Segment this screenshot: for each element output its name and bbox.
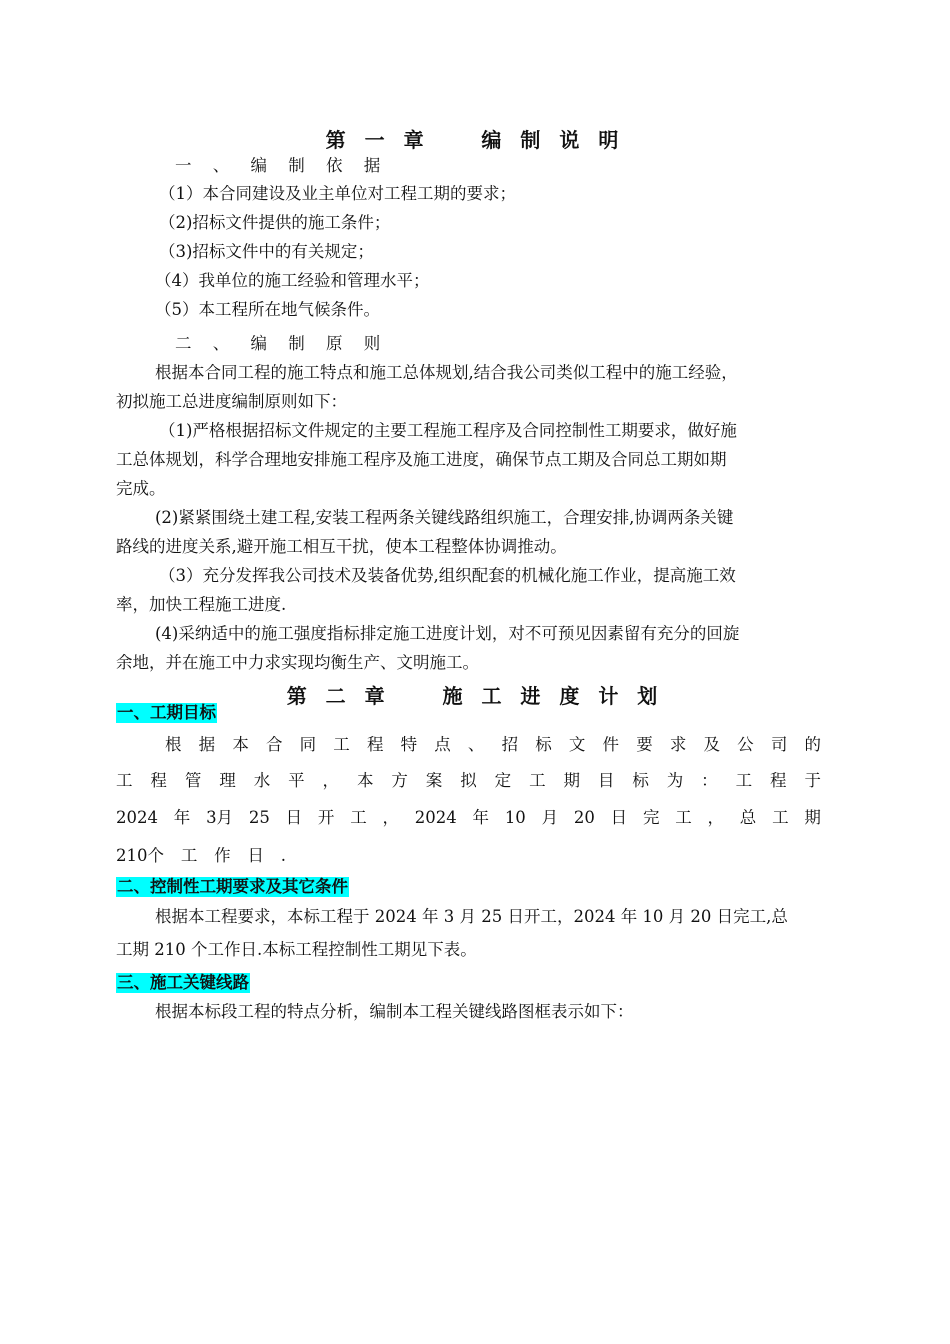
goal-char: 10 — [504, 808, 526, 827]
goal-char: 工 — [735, 771, 753, 790]
goal-char: 程 — [150, 771, 167, 790]
basis-item-5: （5）本工程所在地气候条件。 — [155, 300, 380, 319]
goal-char: 工 — [333, 735, 350, 754]
principle-1-line-2: 工总体规划，科学合理地安排施工程序及施工进度，确保节点工期及合同总工期如期 — [116, 450, 727, 469]
basis-item-2: （2)招标文件提供的施工条件； — [159, 213, 391, 232]
goal-char: 工 — [116, 771, 133, 790]
goal-char: 工 — [529, 771, 546, 790]
principle-3-line-2: 率，加快工程施工进度. — [116, 595, 287, 614]
goal-char: 方 — [391, 771, 408, 790]
goal-char: 程 — [770, 771, 787, 790]
goal-char: ， — [322, 771, 340, 790]
goal-char: 年 — [173, 808, 191, 827]
goal-char: 3月 — [206, 808, 234, 827]
goal-char: 公 — [737, 735, 754, 754]
goal-char: 于 — [804, 771, 821, 790]
goal-char: . — [280, 846, 286, 865]
principle-3-line-1: （3）充分发挥我公司技术及装备优势,组织配套的机械化施工作业，提高施工效 — [159, 566, 736, 585]
goal-char: 20 — [573, 808, 595, 827]
goal-line-3 — [116, 808, 821, 828]
goal-char: 2024 — [414, 808, 457, 827]
goal-char: ， — [382, 808, 399, 827]
goal-char: 案 — [425, 771, 443, 790]
goal-char: 作 — [214, 846, 231, 865]
goal-char: 定 — [494, 771, 512, 790]
chapter-2-title: 第 二 章 施 工 进 度 计 划 — [286, 684, 664, 708]
intro-line-1: 根据本合同工程的施工特点和施工总体规划,结合我公司类似工程中的施工经验， — [155, 363, 738, 382]
goal-char: 招 — [501, 735, 519, 754]
goal-char: 管 — [184, 771, 202, 790]
goal-char: 工 — [350, 808, 367, 827]
goal-char: 司 — [770, 735, 788, 754]
goal-char: 件 — [602, 735, 620, 754]
goal-char: 本 — [356, 771, 374, 790]
goal-char: 标 — [632, 771, 649, 790]
goal-char: 拟 — [460, 771, 477, 790]
goal-char: 平 — [288, 771, 305, 790]
goal-char: 210个 — [116, 846, 164, 865]
principle-2-line-1: (2)紧紧围绕土建工程,安装工程两条关键线路组织施工，合理安排,协调两条关键 — [155, 508, 734, 527]
goal-char: 水 — [253, 771, 271, 790]
intro-line-2: 初拟施工总进度编制原则如下： — [116, 392, 347, 411]
principle-4-line-2: 余地，并在施工中力求实现均衡生产、文明施工。 — [116, 653, 479, 672]
goal-char: 工 — [772, 808, 789, 827]
control-line-1: 根据本工程要求，本标工程于 2024 年 3 月 25 日开工，2024 年 10 月 20 日完工,总 — [155, 907, 788, 926]
goal-line-1 — [165, 735, 821, 755]
basis-item-4: （4）我单位的施工经验和管理水平； — [155, 271, 430, 290]
goal-char: 根 — [165, 735, 182, 754]
goal-char: 总 — [739, 808, 757, 827]
goal-char: 目 — [597, 771, 615, 790]
heading-control-requirements: 二、控制性工期要求及其它条件 — [117, 877, 348, 896]
goal-char: 文 — [568, 735, 586, 754]
section-basis-heading: 一 、 编 制 依 据 — [175, 156, 389, 175]
goal-char: 要 — [636, 735, 653, 754]
goal-char: 特 — [400, 735, 418, 754]
goal-char: 本 — [232, 735, 249, 754]
goal-char: 工 — [675, 808, 692, 827]
control-line-2: 工期 210 个工作日.本标工程控制性工期见下表。 — [116, 940, 477, 959]
goal-char: 据 — [198, 735, 216, 754]
goal-char: 25 — [248, 808, 270, 827]
goal-char: 年 — [472, 808, 490, 827]
principle-1-line-3: 完成。 — [116, 479, 166, 498]
principle-2-line-2: 路线的进度关系,避开施工相互干扰，使本工程整体协调推动。 — [116, 537, 567, 556]
goal-char: 标 — [535, 735, 552, 754]
goal-char: 合 — [265, 735, 283, 754]
goal-char: 同 — [299, 735, 317, 754]
principle-1-line-1: （1)严格根据招标文件规定的主要工程施工程序及合同控制性工期要求，做好施 — [159, 421, 737, 440]
goal-char: 的 — [804, 735, 821, 754]
goal-char: 期 — [563, 771, 580, 790]
goal-char: 开 — [317, 808, 335, 827]
goal-char: 理 — [219, 771, 236, 790]
goal-char: 日 — [610, 808, 628, 827]
heading-schedule-goal: 一、工期目标 — [117, 703, 216, 722]
critical-path-line: 根据本标段工程的特点分析，编制本工程关键线路图框表示如下： — [155, 1002, 634, 1021]
principle-4-line-1: (4)采纳适中的施工强度指标排定施工进度计划，对不可预见因素留有充分的回旋 — [155, 624, 740, 643]
goal-char: ： — [701, 771, 718, 790]
goal-char: 完 — [642, 808, 660, 827]
goal-char: 日 — [285, 808, 303, 827]
basis-item-3: （3)招标文件中的有关规定； — [159, 242, 374, 261]
goal-line-4 — [116, 846, 286, 866]
goal-char: 求 — [669, 735, 687, 754]
basis-item-1: （1）本合同建设及业主单位对工程工期的要求； — [159, 184, 516, 203]
goal-char: 点 — [434, 735, 451, 754]
goal-char: 月 — [541, 808, 559, 827]
goal-char: 及 — [703, 735, 720, 754]
goal-char: 2024 — [116, 808, 158, 827]
goal-char: 程 — [366, 735, 384, 754]
goal-char: 工 — [180, 846, 198, 865]
heading-critical-path: 三、施工关键线路 — [117, 973, 249, 992]
goal-char: 日 — [247, 846, 264, 865]
goal-char: 、 — [467, 735, 485, 754]
goal-line-2 — [116, 771, 821, 791]
section-principle-heading: 二 、 编 制 原 则 — [175, 334, 389, 353]
goal-char: 为 — [666, 771, 684, 790]
chapter-1-title: 第 一 章 编 制 说 明 — [325, 128, 625, 152]
goal-char: ， — [707, 808, 724, 827]
goal-char: 期 — [804, 808, 821, 827]
